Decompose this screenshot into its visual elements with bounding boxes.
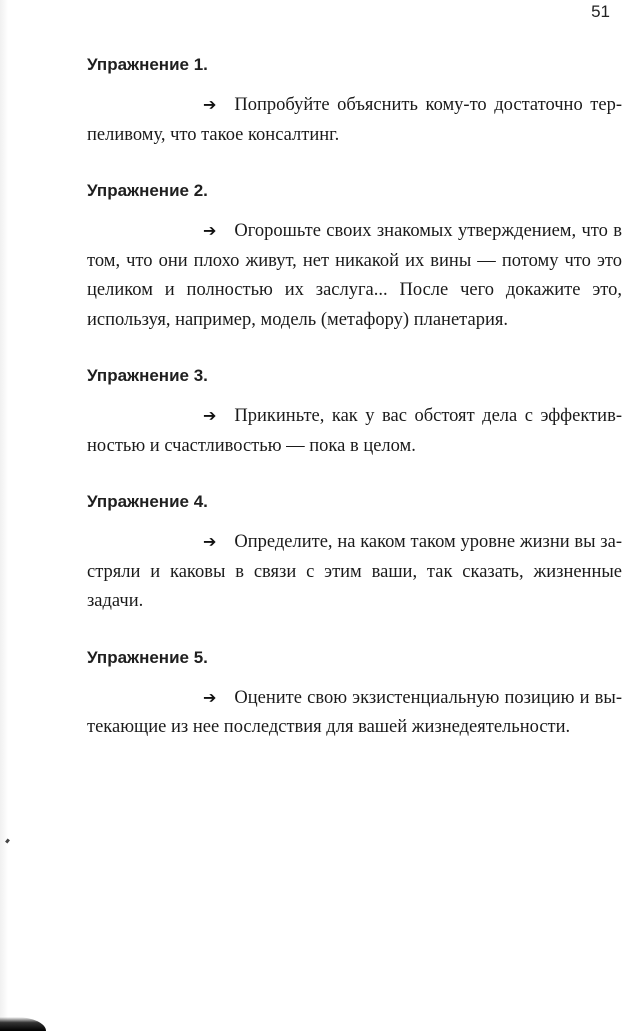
exercise-text: [87, 216, 622, 335]
exercise-text: [87, 401, 622, 461]
exercise-text: [87, 683, 622, 743]
exercise-body: Оцените свою экзистенциальную позицию и вытекающие из нее последствия для вашей жизнедеятельности.: [87, 687, 622, 737]
page-number: 51: [591, 2, 610, 21]
page-edge-shadow: [0, 0, 8, 1031]
exercise-text: [87, 527, 622, 617]
exercise-title: Упражнение 1.: [87, 55, 208, 74]
exercise-body: Огорошьте своих знакомых утверждением, что в том, что они плохо живут, нет никакой их вины — потому что это целиком и полностью их заслуга... После чего докажите это, используя, например, модель (метафору) планетария.: [87, 221, 622, 330]
exercise-2: [87, 176, 622, 335]
arrow-right-icon: ➔: [203, 95, 217, 114]
exercise-title: Упражнение 2.: [87, 181, 208, 200]
exercise-body: Прикиньте, как у вас обстоят дела с эффективностью и счастливостью — пока в целом.: [87, 406, 622, 456]
exercise-list: [87, 50, 622, 769]
exercise-4: [87, 487, 622, 617]
arrow-right-icon: ➔: [203, 687, 217, 707]
arrow-right-icon: ➔: [203, 406, 217, 425]
exercise-1: [87, 50, 622, 150]
exercise-3: [87, 361, 622, 461]
exercise-title: Упражнение 4.: [87, 492, 208, 511]
exercise-text: [87, 90, 622, 150]
exercise-title: Упражнение 3.: [87, 366, 208, 385]
arrow-right-icon: ➔: [203, 221, 217, 240]
scan-corner-shadow: [0, 1017, 46, 1031]
exercise-5: [87, 643, 622, 743]
arrow-right-icon: ➔: [203, 532, 217, 551]
exercise-body: Попробуйте объяснить кому-то достаточно терпеливому, что такое консалтинг.: [87, 95, 622, 145]
exercise-title: Упражнение 5.: [87, 647, 208, 667]
exercise-body: Определите, на каком таком уровне жизни вы застряли и каковы в связи с этим ваши, так сказать, жизненные задачи.: [87, 532, 622, 611]
scan-speck: [5, 839, 10, 844]
